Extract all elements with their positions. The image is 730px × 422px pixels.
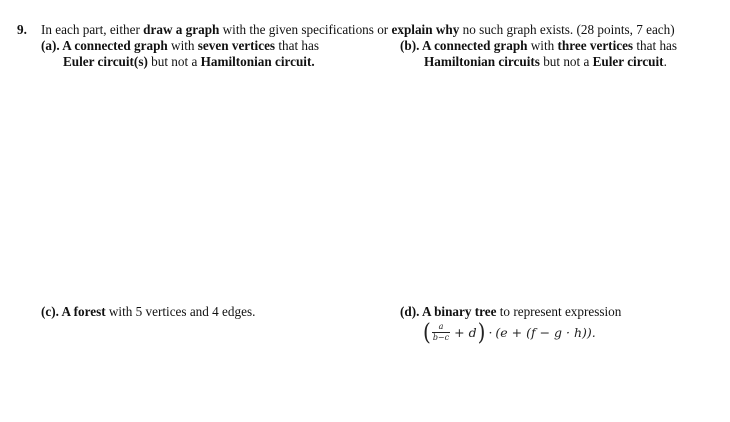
multiply-dot: · (488, 324, 493, 340)
question-number: 9. (17, 22, 27, 37)
fraction (432, 323, 450, 342)
math-expression (423, 318, 596, 346)
question-instructions: In each part, either draw a graph with the given specifications or explain why no such graph exists. (28 points, 7 each) (41, 22, 675, 37)
part-a-line-1: (a). A connected graph with seven vertices that has (41, 38, 320, 53)
part-a-line-2: Euler circuit(s) but not a Hamiltonian circuit. (63, 54, 315, 69)
variable-d: d (468, 324, 477, 340)
part-d-prompt: (d). A binary tree to represent expression (400, 304, 622, 319)
part-b-line-1: (b). A connected graph with three vertices that has (400, 38, 678, 53)
close-paren: ) (477, 318, 486, 346)
expression-second-factor: (e + (f − g · h)). (495, 324, 596, 340)
part-b-prompt (400, 38, 677, 70)
part-c-prompt: (c). A forest with 5 vertices and 4 edges. (41, 304, 256, 319)
part-b-line-2: Hamiltonian circuits but not a Euler circuit. (424, 54, 667, 69)
plus-sign: + (454, 324, 465, 340)
part-a-prompt (41, 38, 319, 70)
fraction-numerator: a (438, 321, 444, 331)
open-paren: ( (423, 318, 431, 346)
fraction-denominator: b−c (432, 332, 450, 342)
